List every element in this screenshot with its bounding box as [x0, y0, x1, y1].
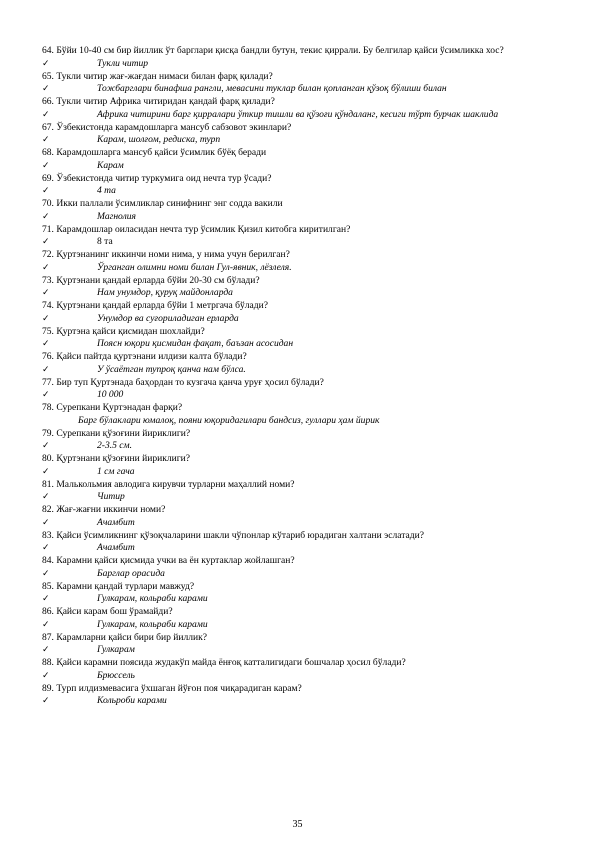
page-number: 35 [292, 819, 303, 830]
answer-row-67 [42, 134, 554, 147]
check-mark-icon: ✓ [42, 288, 50, 299]
answer-77: 10 000 [97, 389, 124, 401]
answer-row-73 [42, 287, 554, 300]
answer-row-68 [42, 160, 554, 173]
answer-79: 2-3.5 см. [97, 440, 132, 452]
check-mark-icon: ✓ [42, 237, 50, 248]
answer-64: Тукли читир [97, 57, 149, 69]
answer-82: Ачамбит [97, 516, 135, 528]
check-mark-icon: ✓ [42, 517, 50, 528]
question-86: 86. Қайси карам бош ўрамайди? [42, 606, 173, 617]
answer-row-74 [42, 313, 554, 326]
answer-row-89 [42, 695, 554, 708]
question-77: 77. Бир туп Қуртэнада баҳордан то кузгача қанча уруғ ҳосил бўлади? [42, 376, 324, 388]
answer-80: 1 см гача [97, 465, 135, 477]
check-mark-icon: ✓ [42, 543, 50, 554]
answer-85: Гулкарам, кольраби карами [97, 593, 208, 605]
question-67: 67. Ўзбекистонда карамдошларга мансуб сабзовот экинлари? [42, 121, 292, 133]
answer-row-75 [42, 338, 554, 351]
answer-row-82 [42, 517, 554, 530]
check-mark-icon: ✓ [42, 313, 50, 324]
answer-row-81 [42, 491, 554, 504]
check-mark-icon: ✓ [42, 109, 50, 120]
question-65: 65. Тукли читир жағ-жағдан нимаси билан фарқ қилади? [42, 70, 273, 82]
check-mark-icon: ✓ [42, 186, 50, 197]
answer-row-77 [42, 389, 554, 402]
answer-89: Кольроби карами [97, 695, 167, 707]
question-81: 81. Малькольмия авлодига кирувчи турларни маҳаллий номи? [42, 478, 295, 490]
check-mark-icon: ✓ [42, 696, 50, 707]
answer-row-87 [42, 644, 554, 657]
answer-row-88 [42, 670, 554, 683]
check-mark-icon: ✓ [42, 466, 50, 477]
answer-78: Барг бўлаклари юмалоқ, пояни юқоридагилари бандсиз, гуллари ҳам йирик [78, 414, 380, 426]
answer-81: Читир [97, 491, 125, 503]
check-mark-icon: ✓ [42, 211, 50, 222]
question-87: 87. Карамларни қайси бири бир йиллик? [42, 631, 208, 643]
question-84: 84. Карамни қайси қисмида учки ва ён куртаклар жойлашган? [42, 555, 295, 566]
answer-row-70 [42, 211, 554, 224]
question-68: 68. Карамдошларга мансуб қайси ўсимлик бўёқ беради [42, 147, 267, 158]
answer-row-64 [42, 58, 554, 71]
question-69: 69. Ўзбекистонда читир туркумига оид нечта тур ўсади? [42, 172, 272, 184]
check-mark-icon: ✓ [42, 670, 50, 681]
check-mark-icon: ✓ [42, 364, 50, 375]
question-66: 66. Тукли читир Африка читиридан қандай фарқ қилади? [42, 96, 275, 107]
answer-row-71 [42, 236, 554, 249]
answer-76: У ўсаётган тупроқ қанча нам бўлса. [97, 363, 246, 375]
answer-row-65 [42, 83, 554, 96]
answer-83: Ачамбит [97, 542, 135, 554]
check-mark-icon: ✓ [42, 594, 50, 605]
answer-86: Гулкарам, кольраби карами [97, 618, 208, 630]
answer-row-76 [42, 364, 554, 377]
check-mark-icon: ✓ [42, 390, 50, 401]
question-78: 78. Сурепкани Қуртэнадан фарқи? [42, 402, 183, 413]
answer-row-86 [42, 619, 554, 632]
answer-row-72 [42, 262, 554, 275]
question-79: 79. Сурепкани қўзоғини йириклиги? [42, 427, 191, 439]
check-mark-icon: ✓ [42, 619, 50, 630]
question-80: 80. Қуртэнани қўзоғини йириклиги? [42, 453, 190, 464]
answer-row-66 [42, 109, 554, 122]
question-85: 85. Карамни қандай турлари мавжуд? [42, 580, 195, 592]
question-list [42, 45, 554, 708]
question-70: 70. Икки паллали ўсимликлар синифнинг энг содда вакили [42, 198, 283, 209]
answer-72: Ўрганган олимни номи билан Гул-явник, лёзлеля. [97, 261, 292, 273]
question-89: 89. Турп илдизмевасига ўхшаган йўғон поя чиқарадиган карам? [42, 682, 302, 694]
check-mark-icon: ✓ [42, 58, 50, 69]
question-64: 64. Бўйи 10-40 см бир йиллик ўт барглари қисқа бандли бутун, текис қиррали. Бу белгилар қайси ўсимликка хос? [42, 45, 504, 56]
check-mark-icon: ✓ [42, 262, 50, 273]
answer-71: 8 та [97, 236, 113, 248]
answer-66: Африка читирини барг қирралари ўткир тишли ва қўзоғи қўндаланг, кесиги тўрт бурчак шаклида [97, 108, 499, 120]
check-mark-icon: ✓ [42, 339, 50, 350]
question-74: 74. Қуртэнани қандай ерларда бўйи 1 метргача бўлади? [42, 300, 268, 311]
answer-88: Брюссель [97, 669, 135, 681]
check-mark-icon: ✓ [42, 160, 50, 171]
check-mark-icon: ✓ [42, 568, 50, 579]
question-75: 75. Қуртэна қайси қисмидан шохлайди? [42, 325, 205, 337]
question-72: 72. Қуртэнанинг иккинчи номи нима, у нима учун берилган? [42, 249, 290, 260]
check-mark-icon: ✓ [42, 492, 50, 503]
check-mark-icon: ✓ [42, 135, 50, 146]
answer-row-69 [42, 185, 554, 198]
answer-68: Карам [97, 159, 124, 171]
question-82: 82. Жағ-жағни иккинчи номи? [42, 504, 166, 515]
answer-row-84 [42, 568, 554, 581]
answer-74: Унумдор ва суғориладиган ерларда [97, 312, 239, 324]
check-mark-icon: ✓ [42, 645, 50, 656]
answer-row-85 [42, 593, 554, 606]
question-73: 73. Қуртэнани қандай ерларда бўйи 20-30 см бўлади? [42, 274, 260, 286]
check-mark-icon: ✓ [42, 441, 50, 452]
answer-69: 4 та [97, 185, 116, 197]
check-mark-icon: ✓ [42, 84, 50, 95]
answer-84: Барглар орасида [97, 567, 165, 579]
question-71: 71. Карамдошлар оиласидан нечта тур ўсимлик Қизил китобга киритилган? [42, 223, 351, 235]
answer-row-79 [42, 440, 554, 453]
question-83: 83. Қайси ўсимликнинг қўзоқчаларини шакли чўпонлар кўтариб юрадиган халтани эслатади? [42, 529, 424, 541]
answer-67: Карам, шолғом, редиска, турп [97, 134, 221, 146]
answer-87: Гулкарам [97, 644, 135, 656]
question-76: 76. Қайси пайтда қуртэнани илдизи калта бўлади? [42, 351, 247, 362]
answer-row-83 [42, 542, 554, 555]
answer-65: Тожбарглари бинафша рангли, мевасини туклар билан қопланган қўзоқ бўлиши билан [97, 83, 447, 95]
answer-row-80 [42, 466, 554, 479]
answer-70: Магнолия [97, 210, 136, 222]
answer-75: Поясн юқори қисмидан фақат, баъзан асосидан [97, 338, 294, 350]
question-88: 88. Қайси карамни поясида жудакўп майда ёнғоқ катталигидаги бошчалар ҳосил бўлади? [42, 657, 406, 668]
answer-73: Нам унумдор, қуруқ майдонларда [97, 287, 233, 299]
